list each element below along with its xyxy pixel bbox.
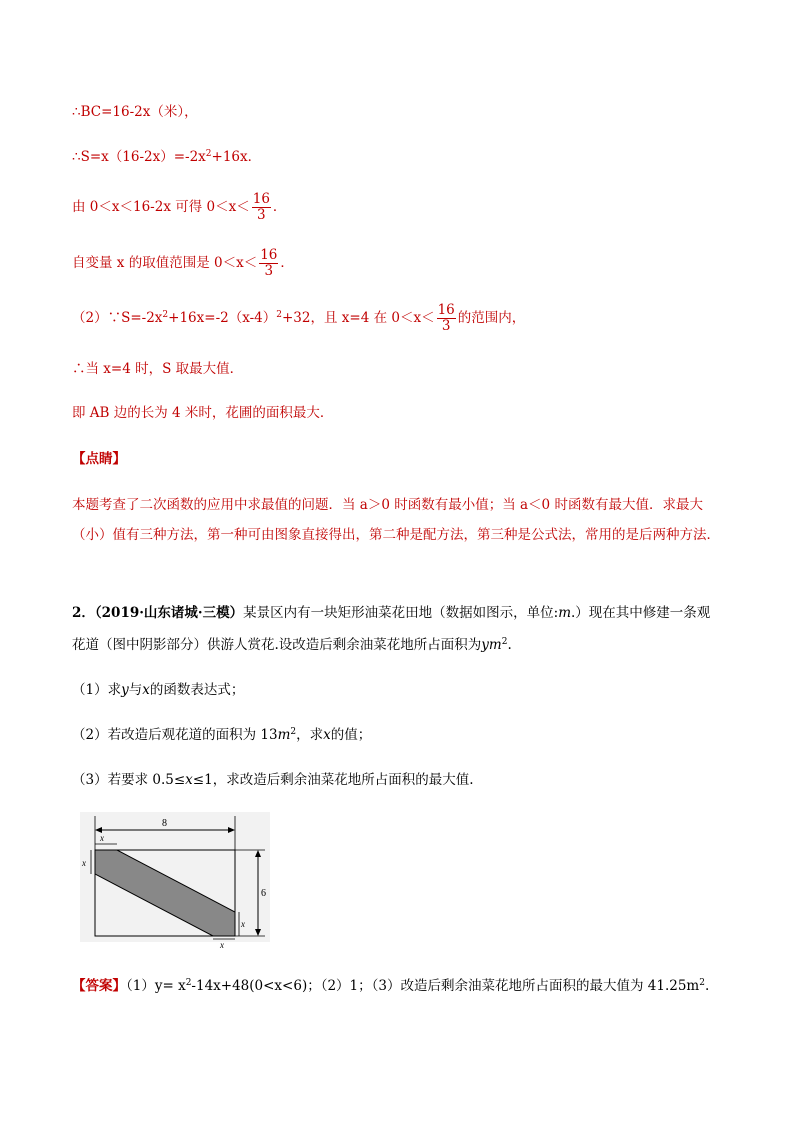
solution-line-conclusion: 即 AB 边的长为 4 米时，花圃的面积最大． — [72, 405, 334, 421]
solution-line-range2: 自变量 x 的取值范围是 0＜x＜ $\frac{16}{3}$ ． — [72, 247, 294, 279]
solution-line-s: $\therefore S=x(16-2x)=-2x^2+16x$． — [72, 149, 262, 165]
solution-line-bc: ∴BC=16-2x（米）， — [72, 104, 198, 120]
height-label: 6 — [261, 888, 266, 899]
problem2-line1: 2．（2019·山东诸城·三模）某景区内有一块矩形油菜花田地（数据如图示，单位:m.）现在其中修建一条观 — [72, 605, 711, 621]
question-1: （1）求y与x的函数表达式； — [72, 682, 245, 698]
dianjing-heading: 【点睛】 — [72, 451, 126, 467]
x-label-left: x — [82, 858, 86, 868]
problem-source: （2019·山东诸城·三模） — [94, 605, 244, 621]
problem2-line2: 花道（图中阴影部分）供游人赏花.设改造后剩余油菜花地所占面积为$ym^2$. — [72, 637, 512, 653]
field-diagram — [80, 812, 270, 950]
x-label-top: x — [100, 833, 104, 843]
question-3: （3）若要求 0.5≤x≤1，求改造后剩余油菜花地所占面积的最大值. — [72, 772, 474, 788]
dianjing-text: 本题考查了二次函数的应用中求最值的问题．当 a＞0 时函数有最小值；当 a＜0 时函数有最大值．求最大（小）值有三种方法，第一种可由图象直接得出，第二种是配方法，第三种是公式法，常用的是后两种方法． — [72, 497, 720, 543]
solution-line-max: ∴当 x=4 时，S 取最大值． — [72, 361, 244, 377]
x-label-right: x — [241, 919, 245, 929]
answer-line: 【答案】$(1)y= x^2-14x+48(0<x<6)$；（2）1；（3）改造后剩余油菜花地所占面积的最大值为 $41.25m^2$. — [72, 978, 710, 994]
x-label-bottom: x — [220, 940, 224, 950]
solution-line-range1: 由 0＜x＜16-2x 可得 0＜x＜ $\frac{16}{3}$ ． — [72, 191, 287, 223]
answer-heading: 【答案】 — [72, 978, 126, 994]
fraction-16-3: $\frac{16}{3}$ — [252, 191, 270, 223]
solution-line-part2: $(2)\because S=-2x^2+16x=-2(x-4)^2+32$，且 x=4 在 0＜x＜ $\frac{16}{3}$ 的范围内， — [72, 302, 526, 334]
fraction-16-3: $\frac{16}{3}$ — [260, 247, 278, 279]
question-2: （2）若改造后观花道的面积为 $13m^2$，求x的值； — [72, 727, 372, 743]
fraction-16-3: $\frac{16}{3}$ — [437, 302, 455, 334]
width-label: 8 — [162, 818, 167, 829]
